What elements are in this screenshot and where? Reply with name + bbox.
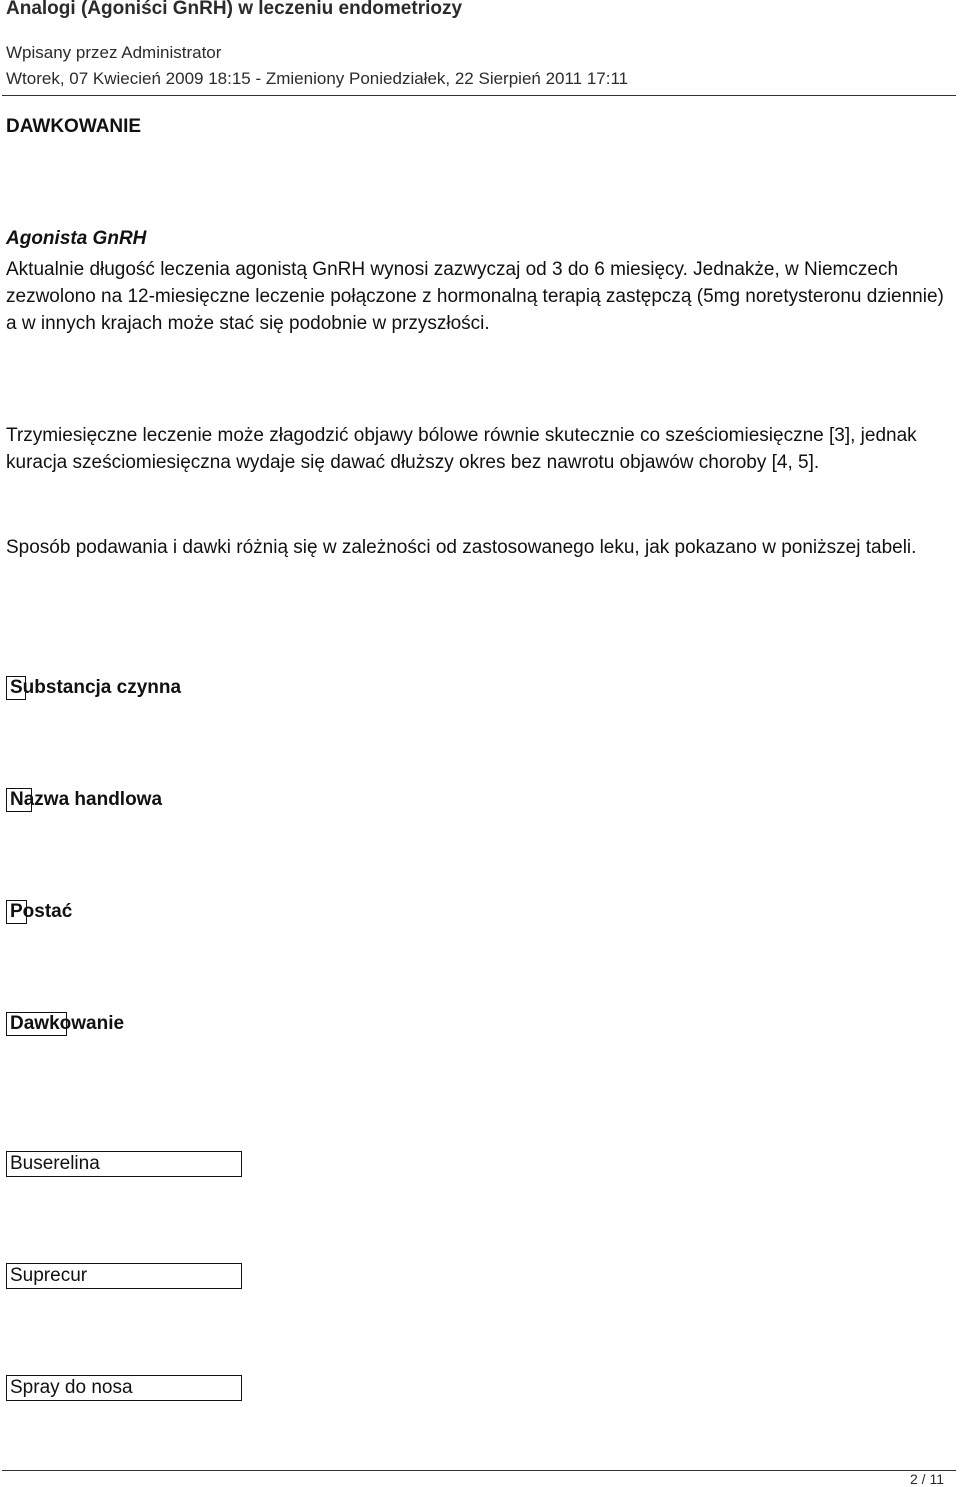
document-title: Analogi (Agoniści GnRH) w leczeniu endometriozy: [6, 0, 463, 19]
section-subheading: Agonista GnRH: [6, 228, 147, 249]
section-heading: DAWKOWANIE: [6, 116, 142, 137]
table-header-label: Nazwa handlowa: [10, 789, 163, 810]
table-cell-substance: Buserelina: [6, 1151, 242, 1177]
table-header-label: Dawkowanie: [10, 1013, 125, 1034]
paragraph-three-months: Trzymiesięczne leczenie może złagodzić objawy bólowe równie skutecznie co sześciomiesięczne [3], jednak kuracja sześciomiesięczna wydaje się dawać dłuższy okres bez nawrotu objawów choroby [4, 5].: [6, 425, 917, 473]
table-cell-form: Spray do nosa: [6, 1375, 242, 1401]
author-line: Wpisany przez Administrator: [6, 43, 222, 62]
table-header-substance: [6, 676, 181, 700]
table-header-form: [6, 900, 72, 924]
table-header-label: Substancja czynna: [10, 677, 182, 698]
table-header-label: Postać: [10, 901, 73, 922]
table-header-trade-name: [6, 788, 162, 812]
date-line: Wtorek, 07 Kwiecień 2009 18:15 - Zmieniony Poniedziałek, 22 Sierpień 2011 17:11: [6, 69, 629, 88]
table-cell-trade-name: Suprecur: [6, 1263, 242, 1289]
paragraph-administration: Sposób podawania i dawki różnią się w zależności od zastosowanego leku, jak pokazano w poniższej tabeli.: [6, 537, 917, 558]
page-number: 2 / 11: [910, 1471, 944, 1487]
footer-divider: [2, 1470, 956, 1471]
table-header-dosage: [6, 1012, 124, 1036]
paragraph-duration: Aktualnie długość leczenia agonistą GnRH wynosi zazwyczaj od 3 do 6 miesięcy. Jednakże, w Niemczech zezwolono na 12-miesięczne leczenie połączone z hormonalną terapią zastępczą (5mg noretysteronu dziennie) a w innych krajach może stać się podobnie w przyszłości.: [6, 259, 944, 334]
header-divider: [2, 95, 956, 96]
